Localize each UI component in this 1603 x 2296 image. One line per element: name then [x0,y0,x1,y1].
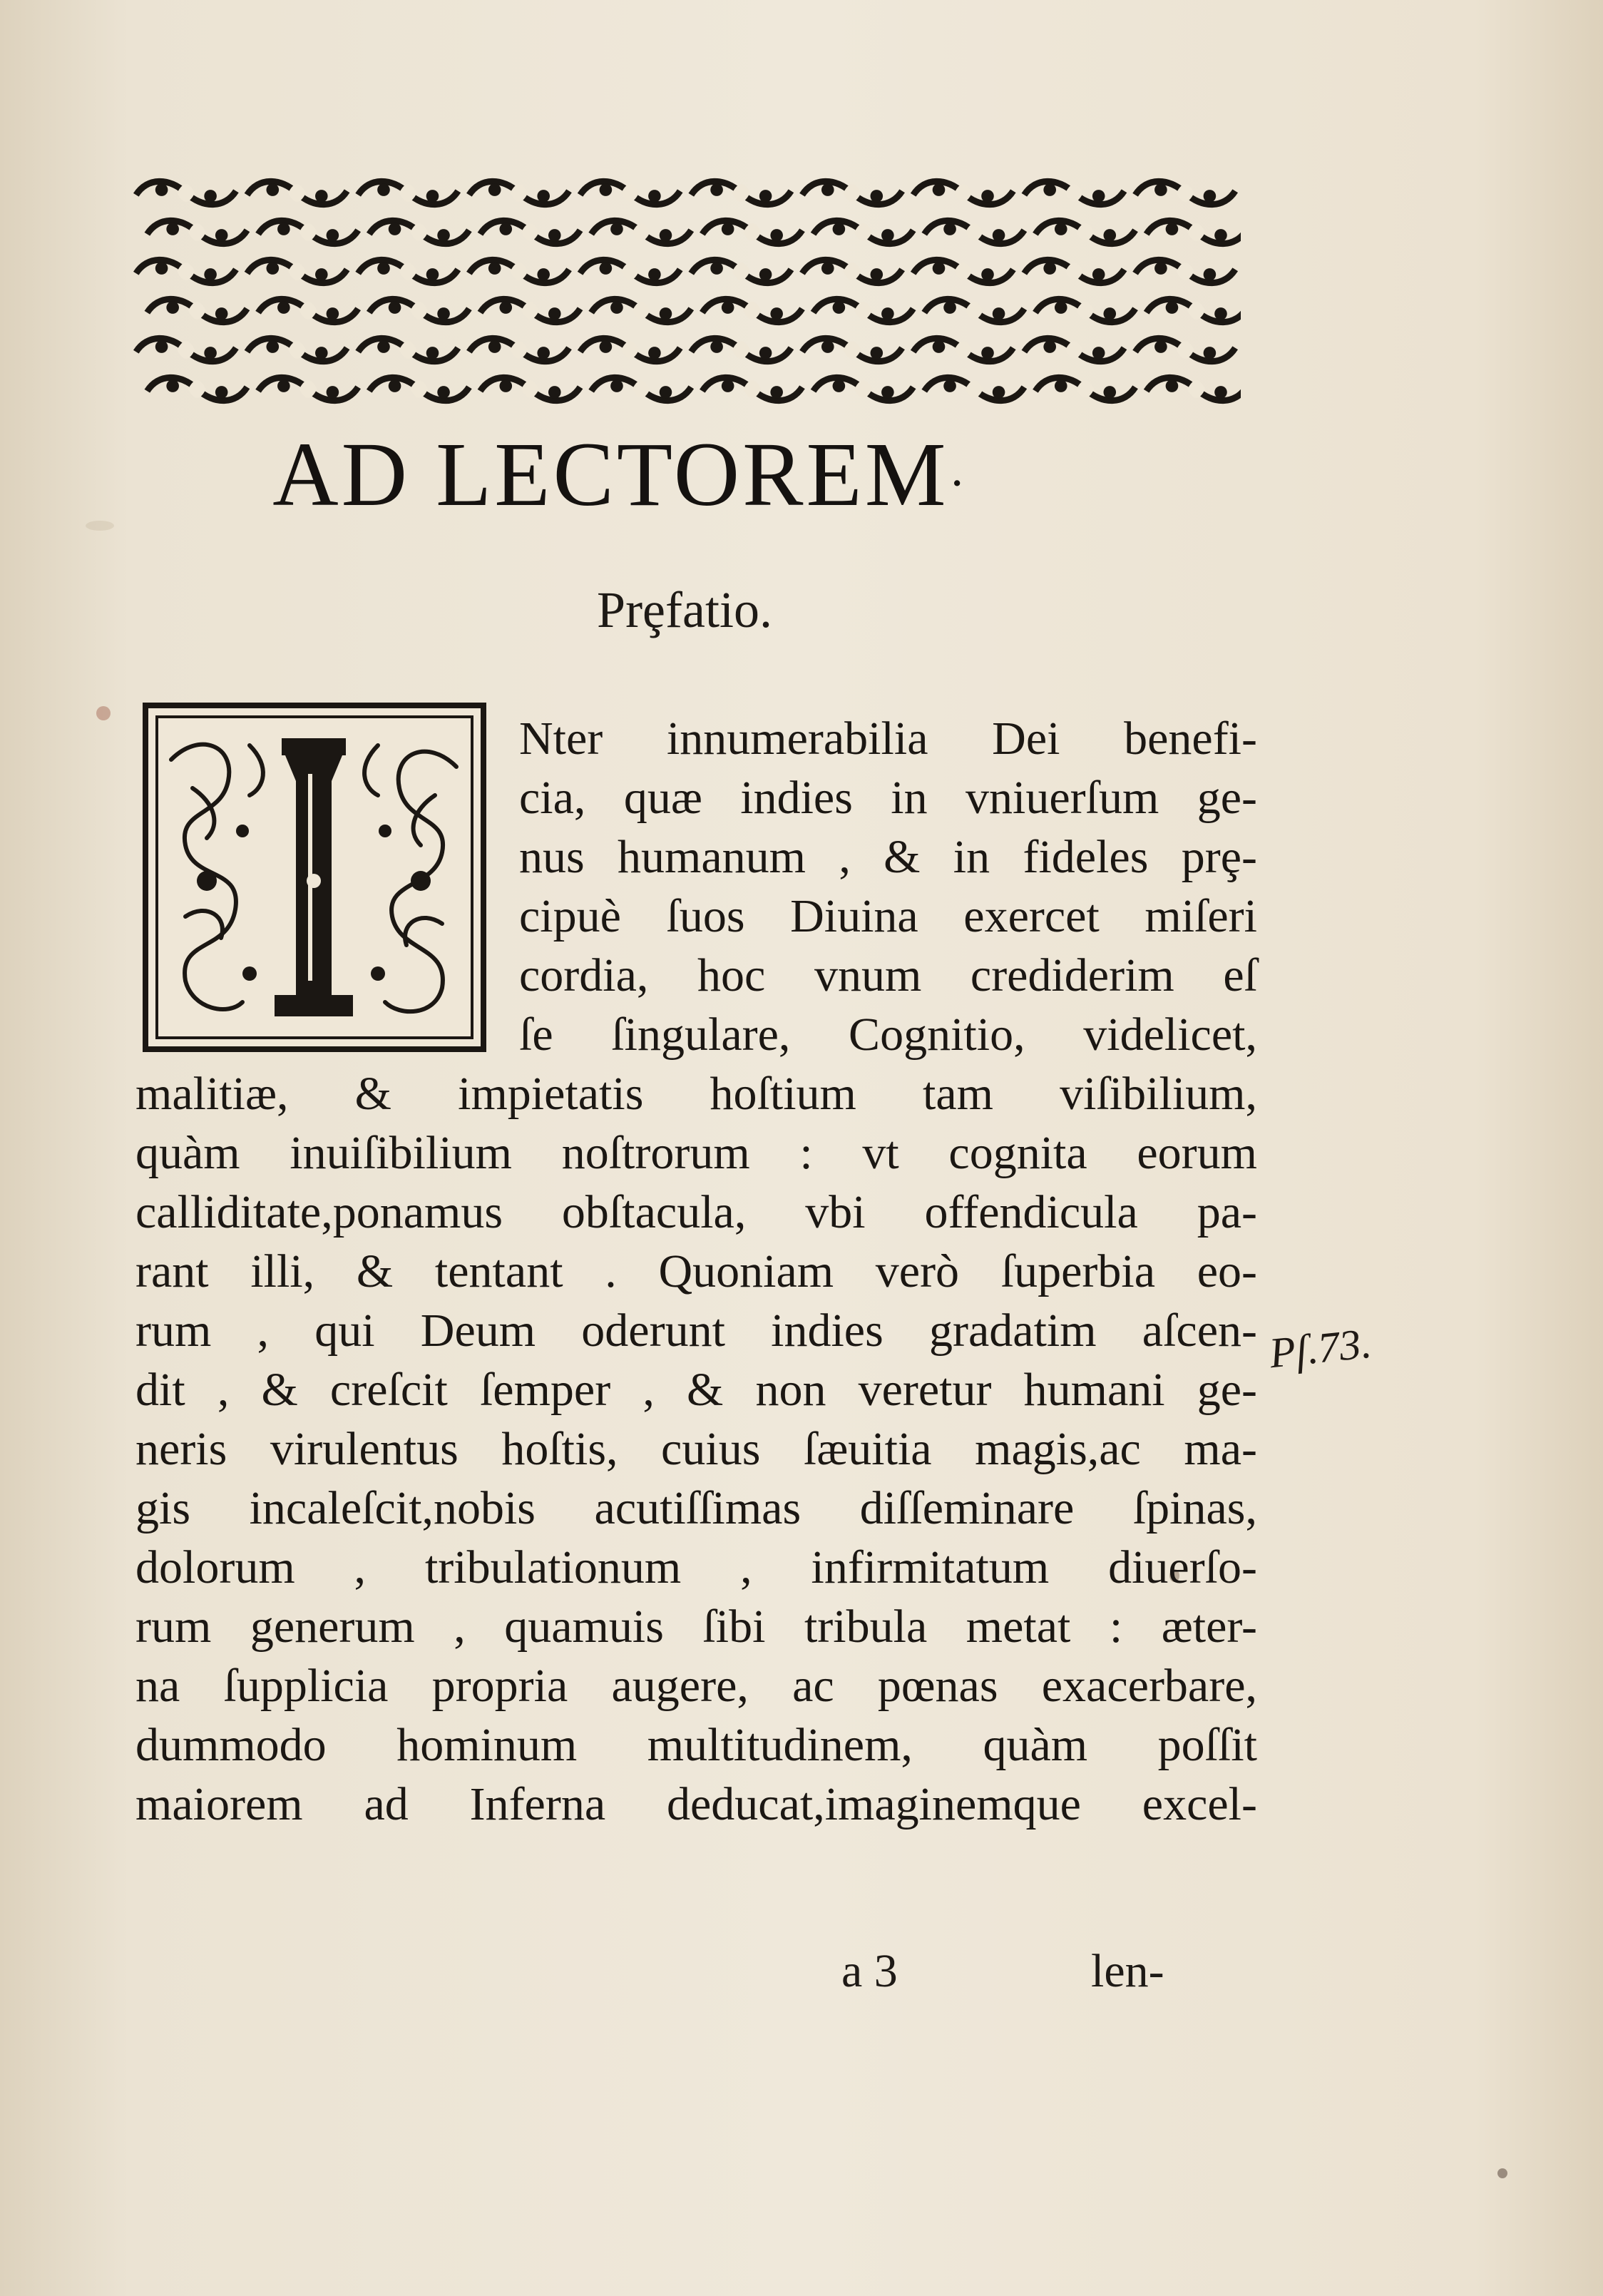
fleuron-ornament [702,220,802,243]
fleuron-ornament [1024,181,1124,204]
fleuron-ornament [358,260,458,282]
paper-stain [96,706,111,720]
text-line-12: dit , & creſcit ſemper , & non veretur humani ge- [135,1364,1257,1416]
fleuron-ornament [691,338,791,361]
text-line-17: na ſupplicia propria augere, ac pœnas exacerbare, [135,1660,1257,1712]
text-line-14: gis incaleſcit,nobis acutiſſimas diſſeminare ſpinas, [135,1482,1257,1534]
subtitle: Prȩfatio. [597,581,772,638]
fleuron-ornament [924,299,1024,322]
fleuron-ornament [913,181,1013,204]
paper-stain [86,521,114,531]
catchword: len- [1091,1945,1164,1997]
text-line-11: rum , qui Deum oderunt indies gradatim aſcen- [135,1305,1257,1357]
fleuron-ornament [258,220,358,243]
text-line-10: rant illi, & tentant . Quoniam verò ſuperbia eo- [135,1245,1257,1297]
fleuron-ornament [1147,377,1241,400]
fleuron-ornament [480,220,580,243]
fleuron-ornament [913,338,1013,361]
fleuron-ornament [369,299,469,322]
fleuron-ornament [136,338,236,361]
fleuron-ornament [147,220,247,243]
fleuron-ornament [369,377,469,400]
fleuron-ornament [358,181,458,204]
fleuron-ornament [1035,220,1135,243]
fleuron-ornament [924,220,1024,243]
signature-mark: a 3 [841,1945,898,1997]
title-text: AD LECTOREM [272,424,949,525]
fleuron-ornament [702,377,802,400]
text-line-16: rum generum , quamuis ſibi tribula metat : æter- [135,1601,1257,1653]
headpiece-ornament-graphic [130,173,1241,409]
marginal-note: Pſ.73. [1266,1319,1374,1377]
fleuron-ornament [147,377,247,400]
fleuron-ornament [258,299,358,322]
fleuron-ornament [1035,377,1135,400]
fleuron-ornament [258,377,358,400]
text-line-5: cordia, hoc vnum crediderim eſ [519,949,1257,1001]
fleuron-ornament [1147,299,1241,322]
title-mark: · [948,456,968,511]
fleuron-ornament [802,260,902,282]
fleuron-ornament [247,260,347,282]
text-line-2: cia, quæ indies in vniuerſum ge- [519,772,1257,824]
fleuron-ornament [147,299,247,322]
text-line-9: calliditate,ponamus obſtacula, vbi offendicula pa- [135,1186,1257,1238]
text-line-19: maiorem ad Inferna deducat,imaginemque excel- [135,1778,1257,1830]
fleuron-ornament [802,181,902,204]
fleuron-ornament [136,181,236,204]
initial-woodcut-graphic [143,703,486,1052]
ornamental-headpiece [130,173,1241,409]
fleuron-ornament [1135,181,1235,204]
fleuron-ornament [369,220,469,243]
fleuron-ornament [580,181,680,204]
fleuron-ornament [1024,260,1124,282]
fleuron-ornament [591,299,691,322]
fleuron-ornament [924,377,1024,400]
fleuron-ornament [469,260,569,282]
text-line-8: quàm inuiſibilium noſtrorum : vt cognita eorum [135,1127,1257,1179]
text-line-15: dolorum , tribulationum , infirmitatum diuerſo- [135,1541,1257,1593]
fleuron-ornament [913,260,1013,282]
text-line-4: cipuè ſuos Diuina exercet miſeri [519,890,1257,942]
fleuron-ornament [702,299,802,322]
fleuron-ornament [1035,299,1135,322]
fleuron-ornament [480,377,580,400]
fleuron-ornament [580,260,680,282]
text-line-7: malitiæ, & impietatis hoſtium tam viſibilium, [135,1068,1257,1120]
fleuron-ornament [1135,260,1235,282]
fleuron-ornament [802,338,902,361]
text-line-13: neris virulentus hoſtis, cuius ſæuitia magis,ac ma- [135,1423,1257,1475]
fleuron-ornament [814,299,913,322]
fleuron-ornament [247,338,347,361]
text-line-18: dummodo hominum multitudinem, quàm poſſit [135,1719,1257,1771]
decorated-initial [143,703,486,1052]
fleuron-ornament [691,260,791,282]
text-line-3: nus humanum , & in fideles prȩ- [519,831,1257,883]
paper-stain [1497,2168,1507,2178]
fleuron-ornament [469,181,569,204]
page-title [128,421,1112,538]
fleuron-ornament [1024,338,1124,361]
fleuron-ornament [1147,220,1241,243]
fleuron-ornament [691,181,791,204]
text-line-6: ſe ſingulare, Cognitio, videlicet, [519,1009,1257,1061]
fleuron-ornament [1135,338,1235,361]
text-line-1: Nter innumerabilia Dei benefi- [519,713,1257,765]
fleuron-ornament [469,338,569,361]
fleuron-ornament [580,338,680,361]
fleuron-ornament [591,220,691,243]
fleuron-ornament [480,299,580,322]
fleuron-ornament [136,260,236,282]
fleuron-ornament [814,220,913,243]
fleuron-ornament [814,377,913,400]
fleuron-ornament [247,181,347,204]
fleuron-ornament [591,377,691,400]
fleuron-ornament [358,338,458,361]
